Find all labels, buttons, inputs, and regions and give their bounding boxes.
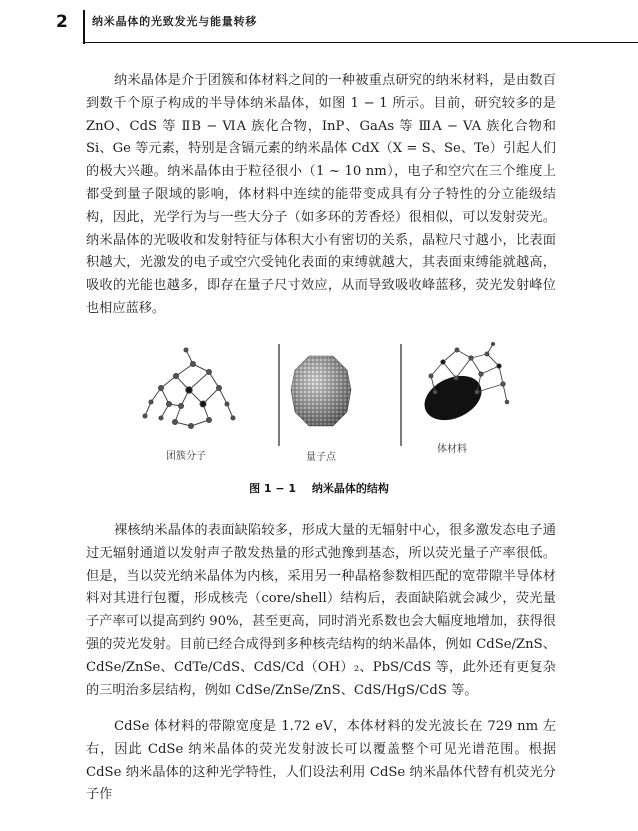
running-head: 纳米晶体的光致发光与能量转移 xyxy=(92,15,258,28)
figure-caption xyxy=(0,480,638,496)
page-number: 2 xyxy=(56,12,68,32)
cluster-molecule-illustration xyxy=(143,348,235,429)
figure-label-quantum-dot: 量子点 xyxy=(306,452,336,463)
figure-caption-text: 纳米晶体的结构 xyxy=(311,482,389,495)
figure-label-bulk: 体材料 xyxy=(437,444,467,455)
figure-illustration xyxy=(131,342,511,447)
figure-nanocrystal-structure xyxy=(131,342,511,463)
quantum-dot-illustration xyxy=(291,356,351,426)
header-vertical-rule xyxy=(83,10,85,44)
paragraph-cdse: CdSe 体材料的带隙宽度是 1.72 eV，本体材料的发光波长在 729 nm 左右，因此 CdSe 纳米晶体的荧光发射波长可以覆盖整个可见光谱范围。根据 CdSe 纳米晶体的这种光学特性，人们设法利用 CdSe 纳米晶体代替有机荧光分子作 xyxy=(86,719,556,803)
paragraph-intro: 纳米晶体是介于团簇和体材料之间的一种被重点研究的纳米材料，是由数百到数千个原子构成的半导体纳米晶体，如图 1 − 1 所示。目前，研究较多的是 ZnO、CdS 等 ⅡB − ⅥA 族化合物，InP、GaAs 等 ⅢA − VA 族化合物和 Si、Ge 等元素，特别是含镉元素的纳米晶体 CdX（X = S、Se、Te）引起人们的极大兴趣。纳米晶体由于粒径很小（1 ~ 10 nm），电子和空穴在三个维度上都受到量子限域的影响，体材料中连续的能带变成具有分子特性的分立能级结构，因此，光学行为与一些大分子（如多环的芳香烃）很相似，可以发射荧光。纳米晶体的光吸收和发射特征与体积大小有密切的关系，晶粒尺寸越小，比表面积越大，光激发的电子或空穴受钝化表面的束缚就越大，其表面束缚能就越高，吸收的光能也越多，即存在量子尺寸效应，从而导致吸收峰蓝移，荧光发射峰位也相应蓝移。 xyxy=(86,73,556,316)
figure-label-cluster: 团簇分子 xyxy=(166,451,206,462)
paragraph-core-shell: 裸核纳米晶体的表面缺陷较多，形成大量的无辐射中心，很多激发态电子通过无辐射通道以发射声子散发热量的形式弛豫到基态，所以荧光量子产率很低。但是，当以荧光纳米晶体为内核，采用另一种晶格参数相匹配的宽带隙半导体材料对其进行包覆，形成核壳（core/shell）结构后，表面缺陷就会减少，荧光量子产率可以提高到约 90%，甚至更高，同时消光系数也会大幅度地增加，获得很强的荧光发射。目前已经合成得到多种核壳结构的纳米晶体，例如 CdSe/ZnS、CdSe/ZnSe、CdTe/CdS、CdS/Cd（OH）₂、PbS/CdS 等，此外还有更复杂的三明治多层结构，例如 CdSe/ZnSe/ZnS、CdS/HgS/CdS 等。 xyxy=(86,523,556,698)
bulk-material-illustration xyxy=(417,342,508,428)
header-horizontal-rule xyxy=(83,42,638,43)
figure-caption-number: 图 1 − 1 xyxy=(249,482,297,495)
